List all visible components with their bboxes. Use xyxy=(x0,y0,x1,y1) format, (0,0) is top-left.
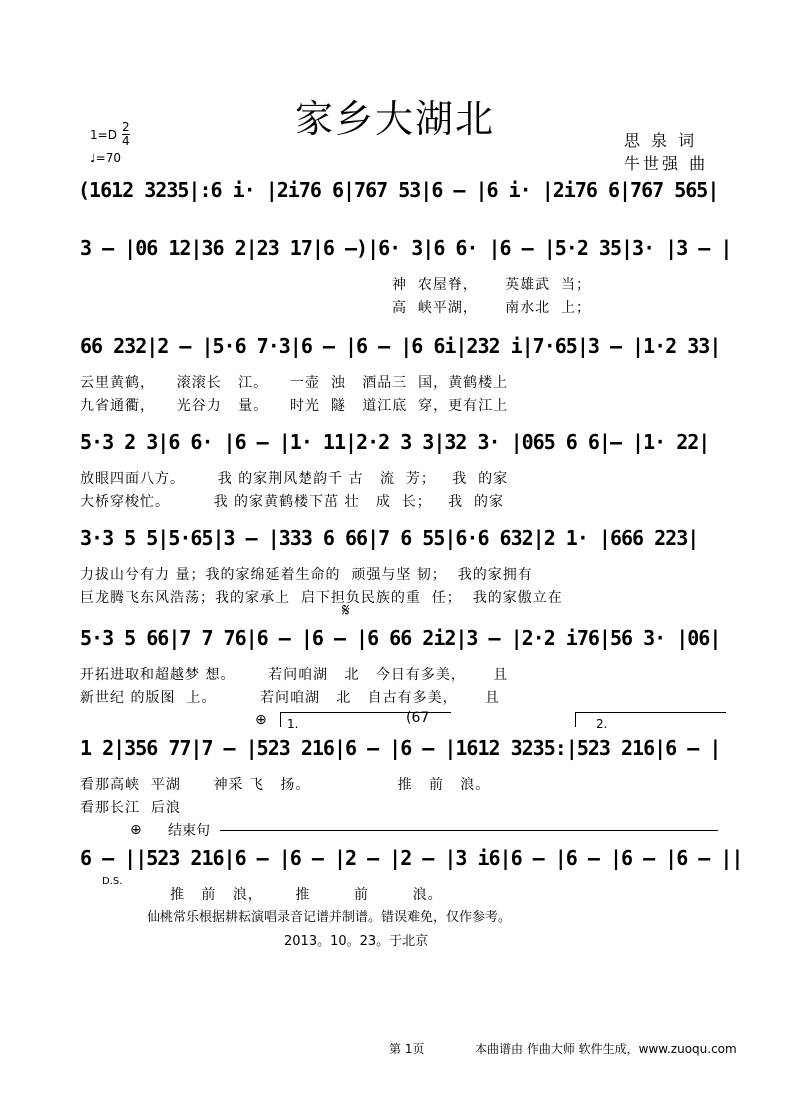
coda-icon: ⊕ xyxy=(255,712,267,728)
score-row-5-notes: 3·3 5 5|5·65|3 — |333 6 66|7 6 55|6·6 632|2 1· |666 223| xyxy=(80,526,699,550)
lyric-row-6-verse-2: 新世纪 的版图 上。 若问咱湖 北 自古有多美， 且 xyxy=(80,690,500,706)
lyric-row-4-verse-1: 放眼四面八方。 我 的家荆风楚韵千 古 流 芳； 我 的家 xyxy=(80,471,509,487)
score-row-8-notes: 6 — ||523 216|6 — |6 — |2 — |2 — |3 i6|6 — |6 — |6 — |6 — || xyxy=(80,846,743,870)
volta-bracket-1: 1. xyxy=(280,712,451,727)
segno-icon: 𝄋 xyxy=(342,600,350,621)
lyric-row-2-verse-1: 神 农屋脊， 英雄武 当； xyxy=(392,277,592,293)
time-signature xyxy=(122,121,130,148)
score-row-4-notes: 5·3 2 3|6 6· |6 — |1· 11|2·2 3 3|32 3· |065 6 6|— |1· 22| xyxy=(80,430,710,454)
score-row-7-notes: 1 2|356 77|7 — |523 216|6 — |6 — |1612 3235:|523 216|6 — | xyxy=(80,736,721,760)
score-row-1-notes: (1612 3235|:6 i· |2i76 6|767 53|6 — |6 i· |2i76 6|767 565| xyxy=(78,178,719,202)
lyricist-credit: 思 泉 词 xyxy=(624,131,698,150)
composer-credit: 牛世强 曲 xyxy=(624,154,709,173)
lyric-row-3-verse-1: 云里黄鹤， 滚滚长 江。 一壶 浊 酒品三 国，黄鹤楼上 xyxy=(80,375,509,391)
lyric-row-2-verse-2: 高 峡平湖， 南水北 上； xyxy=(392,300,592,316)
lyric-row-7-verse-2: 看那长江 后浪 xyxy=(80,800,181,816)
time-signature-top: 2 xyxy=(122,120,130,134)
page-number: 第 1页 xyxy=(389,1042,425,1056)
lyric-row-3-verse-2: 九省通衢， 光谷力 量。 时光 隧 道江底 穿，更有江上 xyxy=(80,398,509,414)
song-title: 家乡大湖北 xyxy=(294,97,495,141)
lyric-row-6-verse-1: 开拓进取和超越梦 想。 若问咱湖 北 今日有多美， 且 xyxy=(80,667,509,683)
tempo-marking: ♩=70 xyxy=(90,151,121,165)
score-row-3-notes: 66 232|2 — |5·6 7·3|6 — |6 — |6 6i|232 i|7·65|3 — |1·2 33| xyxy=(80,334,721,358)
software-credit: 本曲谱由 作曲大师 软件生成，www.zuoqu.com xyxy=(475,1042,737,1056)
ending-tie xyxy=(220,830,718,831)
coda-icon-2: ⊕ xyxy=(130,822,142,838)
ending-label: 结束句 xyxy=(168,823,210,839)
score-row-2-notes: 3 — |06 12|36 2|23 17|6 —)|6· 3|6 6· |6 — |5·2 35|3· |3 — | xyxy=(80,236,732,260)
lyric-row-8-verse-1: 推 前 浪， 推 前 浪。 xyxy=(170,887,443,903)
score-row-6-notes: 5·3 5 66|7 7 76|6 — |6 — |6 66 2i2|3 — |2·2 i76|56 3· |06| xyxy=(80,626,721,650)
dal-segno-mark: D.S. xyxy=(102,876,123,887)
lyric-row-4-verse-2: 大桥穿梭忙。 我 的家黄鹤楼下茁 壮 成 长； 我 的家 xyxy=(80,494,505,510)
transcription-note: 仙桃常乐根据耕耘演唱录音记谱并制谱。错误难免，仅作参考。 xyxy=(147,910,512,925)
key-signature: 1=D xyxy=(90,128,117,142)
quarter-note-icon: ♩ xyxy=(90,151,96,165)
lyric-row-5-verse-1: 力拔山兮有力 量；我的家绵延着生命的 顽强与坚 韧； 我的家拥有 xyxy=(80,567,533,583)
pickup-notes: (67 xyxy=(406,710,430,726)
transcription-date: 2013。10。23。于北京 xyxy=(284,934,429,949)
lyric-row-5-verse-2: 巨龙腾飞东风浩荡；我的家承上 启下担负民族的重 任； 我的家傲立在 xyxy=(80,590,563,606)
time-signature-bottom: 4 xyxy=(122,134,130,148)
lyric-row-7-verse-1: 看那高峡 平湖 神采 飞 扬。 推 前 浪。 xyxy=(80,777,491,793)
volta-bracket-2: 2. xyxy=(575,712,726,727)
